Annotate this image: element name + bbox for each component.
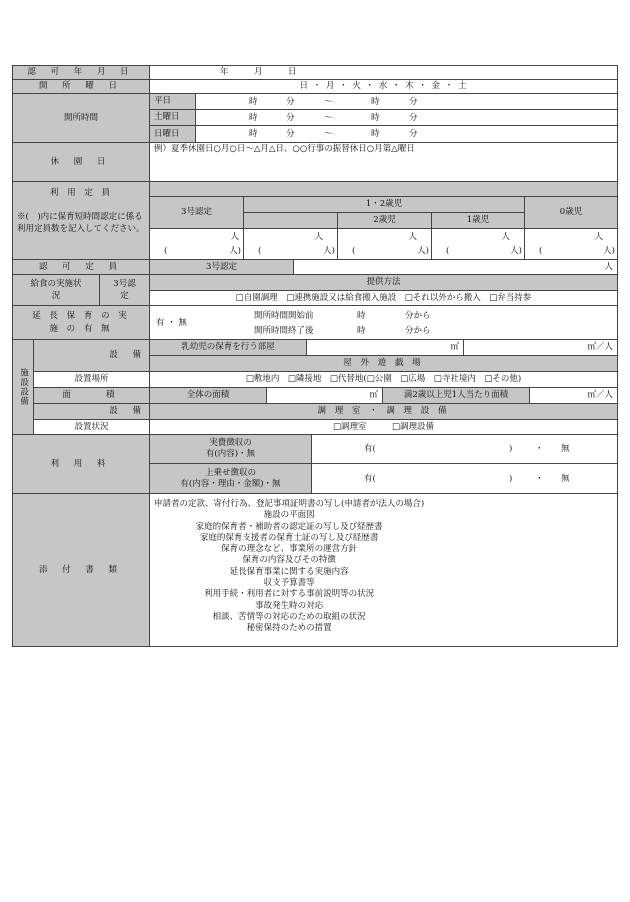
hours-weekday-fun2: 分 [409,97,418,107]
fees-extra-dot: ・ [535,474,544,484]
capacity-0-open: ( [539,246,543,256]
hours-saturday-ji1: 時 [249,113,258,123]
capacity-0-close: 人) [603,246,615,256]
hours-weekday-ji1: 時 [249,97,258,107]
fees-actual-line1: 実費徴収の [209,438,252,448]
capacity-12-unit: 人 [314,232,323,242]
extended-end-label: 開所時間終了後 [254,326,314,336]
attachment-item: 秘密保持のための措置 [246,623,332,634]
capacity-1-close: 人) [510,246,522,256]
fees-actual-line2: 有(内容)・無 [205,449,256,459]
attachments-label: 添 付 書 類 [12,493,150,647]
hours-saturday-wave: ～ [324,113,333,123]
meal-method-options[interactable]: □自園調理 □連携施設又は給食搬入施設 □それ以外から搬入 □弁当持参 [149,290,618,306]
fees-actual-dot: ・ [535,444,544,454]
capacity-label-cell [12,181,150,260]
facility-setsubi-label: 設 備 [33,339,150,372]
hours-weekday-field[interactable] [195,93,618,110]
capacity-1-unit: 人 [501,232,510,242]
kaisho-youbi-label: 開 所 曜 日 [12,79,150,94]
hours-saturday-field[interactable] [195,109,618,126]
hours-label: 開所時間 [12,93,150,143]
fees-extra-no[interactable]: 無 [561,474,570,484]
ninka-teiin-3go: 3号認定 [149,259,294,275]
extended-start-label: 開所時間開始前 [254,311,314,321]
facility-label-text: 施設設備 [18,368,29,406]
facility-kitchen-header: 調 理 室 ・ 調 理 設 備 [149,403,618,420]
facility-status-label: 設置状況 [33,419,150,435]
fees-actual-label [149,434,312,464]
ninka-teiin-label: 認 可 定 員 [12,259,150,275]
facility-total-area-label: 全体の面積 [149,387,267,404]
hours-sunday-fun1: 分 [286,129,295,139]
capacity-1-value[interactable] [431,228,525,260]
meal-label: 給食の実施状況 [12,274,100,306]
meal-sub-label: 3号認定 [99,274,150,306]
attachment-item: 利用手続・利用者に対する事前説明等の状況 [204,589,375,600]
capacity-3go-open: ( [164,246,168,256]
hours-sunday-label: 日曜日 [149,125,196,143]
capacity-3go-header: 3号認定 [149,196,244,229]
capacity-0-unit: 人 [594,232,603,242]
capacity-note: ※( )内に保育短時間認定に係る利用定員数を記入してください。 [17,212,145,234]
extended-end-ji: 時 [357,326,366,336]
ninka-date-field[interactable]: 年 月 日 [149,65,618,80]
attachment-item: 相談、苦情等の対応のための取組の状況 [212,611,366,622]
capacity-1-open: ( [446,246,450,256]
capacity-2-value[interactable] [337,228,432,260]
capacity-1-header: 1歳児 [431,212,525,229]
fees-extra-label [149,463,312,494]
attachments-list-cell [149,493,618,647]
hours-saturday-label: 土曜日 [149,109,196,126]
extended-start-ji: 時 [357,311,366,321]
facility-setsubi2-label: 設 備 [33,403,150,420]
fees-actual-yes[interactable]: 有( [364,444,376,454]
fees-extra-field[interactable] [311,463,618,494]
attachment-item: 事故発生時の対応 [255,600,324,611]
hours-weekday-wave: ～ [324,97,333,107]
capacity-0-header: 0歳児 [524,196,618,229]
holiday-field[interactable]: 例）夏季休園日○月○日～△月△日、○○行事の振替休日○月第△曜日 [149,142,618,182]
hours-sunday-fun2: 分 [409,129,418,139]
facility-location-label: 設置場所 [33,371,150,388]
fees-extra-yes[interactable]: 有( [364,474,376,484]
capacity-3go-value[interactable] [149,228,244,260]
capacity-12-blank [243,212,338,229]
fees-actual-field[interactable] [311,434,618,464]
capacity-2-open: ( [352,246,356,256]
facility-location-options[interactable]: □敷地内 □隣接地 □代替地(□公園 □広場 □寺社境内 □その他) [149,371,618,388]
hours-saturday-fun1: 分 [286,113,295,123]
fees-extra-line2: 有(内容・理由・金額)・無 [180,478,281,489]
capacity-header-blank [149,181,618,197]
capacity-label: 利 用 定 員 [49,188,114,198]
capacity-12-close: 人) [323,246,335,256]
attachment-item: 保育の内容及びその特徴 [242,555,336,566]
facility-total-area-value[interactable]: ㎡ [266,387,383,404]
facility-label [12,339,34,435]
facility-status-options[interactable]: □調理室 □調理設備 [149,419,618,435]
facility-outdoor-header: 屋 外 遊 戯 場 [149,355,618,372]
facility-per-child-label: 満2歳以上児1人当たり面積 [382,387,530,404]
capacity-12-open: ( [258,246,262,256]
hours-sunday-field[interactable] [195,125,618,143]
attachment-item: 延長保育事業に関する実施内容 [229,566,349,577]
facility-room-per[interactable]: ㎡／人 [463,339,618,356]
facility-area-label: 面 積 [33,387,150,404]
fees-label: 利 用 料 [12,434,150,494]
hours-saturday-fun2: 分 [409,113,418,123]
attachment-item: 保育の理念など、事業所の運営方針 [221,544,358,555]
holiday-label: 休 園 日 [12,142,150,182]
attachments-list [154,499,424,635]
capacity-12-value[interactable] [243,228,338,260]
attachment-item: 家庭的保育者・補助者の認定証の写し及び経歴書 [195,521,383,532]
extended-field[interactable] [149,305,618,340]
hours-sunday-wave: ～ [324,129,333,139]
meal-method-header: 提供方法 [149,274,618,291]
attachment-item: 申請者の定款、寄付行為、登記事項証明書の写し(申請者が法人の場合) [154,499,425,509]
extended-yesno[interactable]: 有 ・ 無 [156,318,187,328]
capacity-0-value[interactable] [524,228,618,260]
fees-actual-close: ) [509,444,513,454]
fees-actual-no[interactable]: 無 [561,444,570,454]
capacity-2-unit: 人 [408,232,417,242]
extended-end-funkara: 分から [405,326,431,336]
extended-start-funkara: 分から [405,311,431,321]
hours-saturday-ji2: 時 [371,113,380,123]
facility-room-label: 乳幼児の保育を行う部屋 [149,339,307,356]
ninka-teiin-value[interactable]: 人 [293,259,618,275]
hours-sunday-ji1: 時 [249,129,258,139]
capacity-2-close: 人) [417,246,429,256]
hours-weekday-ji2: 時 [371,97,380,107]
capacity-2-header: 2歳児 [337,212,432,229]
attachment-item: 収支予算書等 [263,578,315,589]
capacity-3go-unit: 人 [230,232,239,242]
facility-per-child-value[interactable]: ㎡／人 [529,387,618,404]
hours-weekday-fun1: 分 [286,97,295,107]
capacity-12-header: 1・2歳児 [243,196,525,213]
capacity-3go-close: 人) [229,246,241,256]
facility-room-area[interactable]: ㎡ [306,339,464,356]
fees-extra-close: ) [509,474,513,484]
ninka-date-label: 認 可 年 月 日 [12,65,150,80]
hours-weekday-label: 平日 [149,93,196,110]
attachment-item: 家庭的保育支援者の保育士証の写し及び経歴書 [199,532,379,543]
attachment-item: 施設の平面図 [263,510,315,521]
hours-sunday-ji2: 時 [371,129,380,139]
kaisho-youbi-field[interactable]: 日 ・ 月 ・ 火 ・ 水 ・ 木 ・ 金 ・ 土 [149,79,618,94]
fees-extra-line1: 上乗せ徴収の [204,467,256,478]
extended-label: 延 長 保 育 の 実 施 の 有 無 [12,305,150,340]
